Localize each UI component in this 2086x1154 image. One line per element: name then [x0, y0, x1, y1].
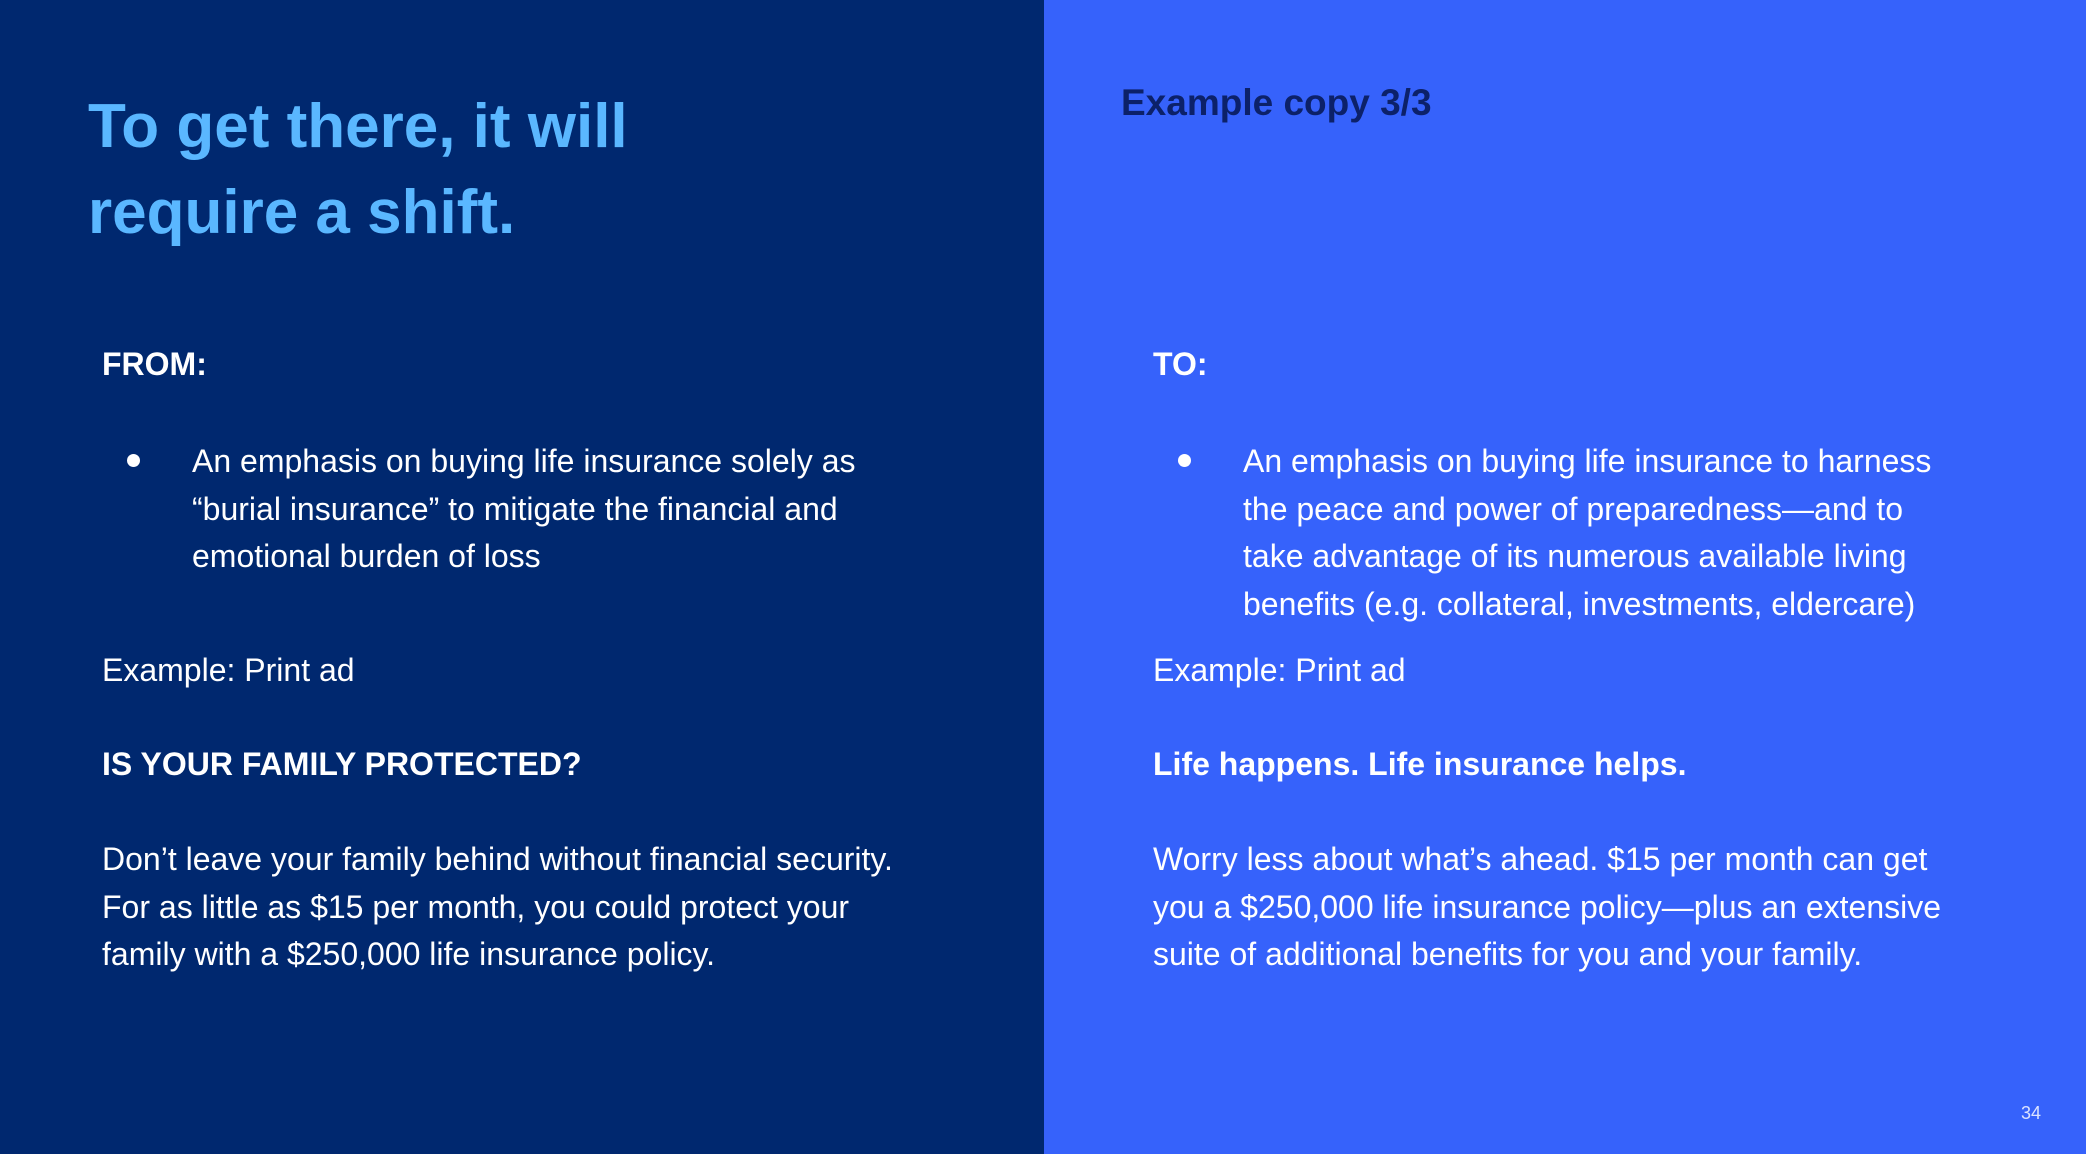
to-bullet-item — [1153, 438, 2023, 628]
to-ad-headline: Life happens. Life insurance helps. — [1153, 746, 1687, 782]
from-bullet-item — [102, 438, 972, 628]
from-ad-headline: IS YOUR FAMILY PROTECTED? — [102, 746, 582, 782]
bullet-dot-icon — [127, 454, 140, 467]
to-example-label: Example: Print ad — [1153, 652, 1406, 688]
to-ad-body: Worry less about what’s ahead. $15 per month can get you a $250,000 life insurance policy—plus an extensive suite of additional benefits for you and your family. — [1153, 841, 1942, 972]
example-heading: Example copy 3/3 — [1121, 82, 1432, 123]
from-label: FROM: — [102, 346, 207, 382]
slide-title: To get there, it will require a shift. — [88, 92, 628, 247]
from-ad-body: Don’t leave your family behind without financial security. For as little as $15 per month, you could protect your family with a $250,000 life insurance policy. — [102, 841, 893, 972]
to-column — [1153, 344, 2023, 979]
bullet-dot-icon — [1178, 454, 1191, 467]
to-bullet-text: An emphasis on buying life insurance to harness the peace and power of preparedness—and to take advantage of its numerous available living benefits (e.g. collateral, investments, eldercare) — [1243, 443, 1932, 622]
from-example-label: Example: Print ad — [102, 652, 355, 688]
from-column — [102, 344, 972, 979]
to-panel — [1044, 0, 2086, 1154]
to-label: TO: — [1153, 346, 1208, 382]
from-bullet-text: An emphasis on buying life insurance solely as “burial insurance” to mitigate the financial and emotional burden of loss — [192, 443, 856, 574]
page-number: 34 — [2020, 1103, 2041, 1123]
